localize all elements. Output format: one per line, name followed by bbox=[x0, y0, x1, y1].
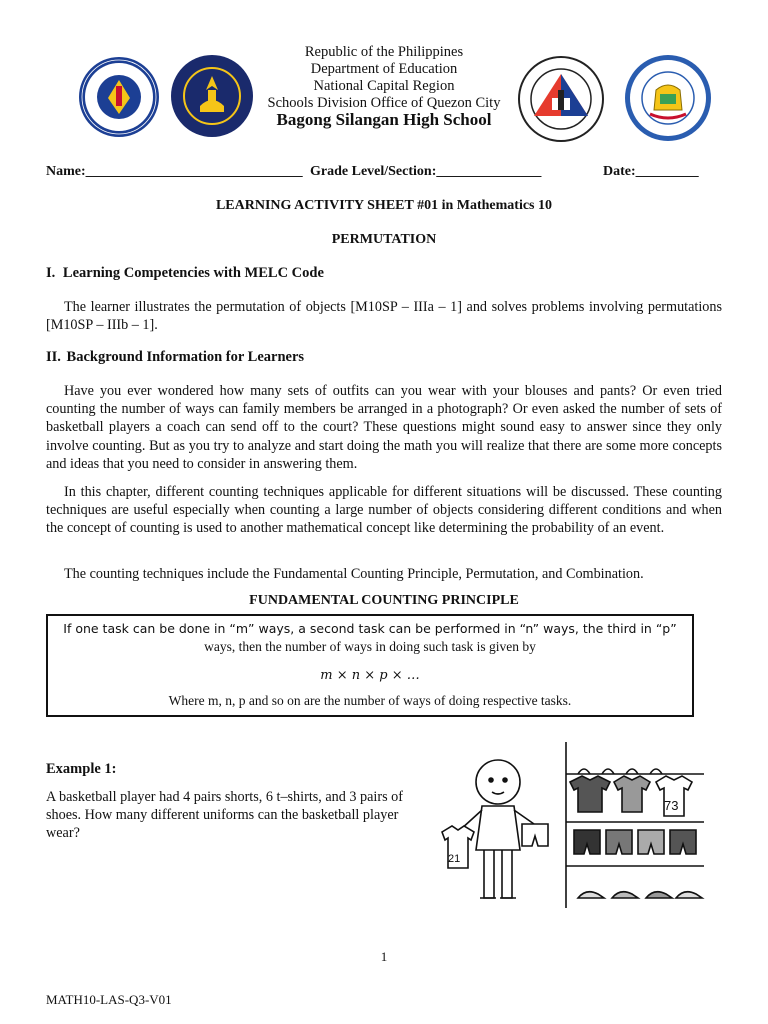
shirt-number-21: 21 bbox=[448, 853, 461, 865]
background-text-1: Have you ever wondered how many sets of outfits can you wear with your blouses and pants? Or even tried counting the number of ways can family members be arranged in a photograph? Or even asked the number of sets of basketball players a coach can send off to the court? These questions might sound easy to answer since they only involve counting. But as you try to analyze and start doing the math you will realize that there are some more concepts and ideas that you need to consider in answering them. bbox=[46, 383, 722, 472]
shirt-number-73: 73 bbox=[664, 798, 679, 813]
school-seal-logo bbox=[624, 54, 712, 142]
example-1-text: A basketball player had 4 pairs shorts, 6 t–shirts, and 3 pairs of shoes. How many different uniforms can the basketball player wear? bbox=[46, 789, 403, 841]
section-1-heading bbox=[46, 265, 324, 282]
sdo-quezon-city-logo bbox=[516, 56, 606, 142]
fcp-line-1: If one task can be done in “m” ways, a second task can be performed in “n” ways, the third in “p” bbox=[63, 621, 677, 636]
example-1-title: Example 1: bbox=[46, 761, 117, 777]
fcp-definition-box bbox=[46, 614, 694, 717]
background-text-3: The counting techniques include the Fundamental Counting Principle, Permutation, and Combination. bbox=[64, 566, 644, 582]
section-1-title: Learning Competencies with MELC Code bbox=[62, 265, 324, 281]
deped-seal-logo bbox=[78, 56, 160, 138]
header-republic: Republic of the Philippines bbox=[304, 44, 464, 60]
competencies-text: The learner illustrates the permutation of objects [M10SP – IIIa – 1] and solves problems involving permutations [M10SP – IIIb – 1]. bbox=[46, 299, 722, 334]
date-field[interactable]: Date:_________ bbox=[603, 164, 699, 179]
section-2-number: II. bbox=[46, 349, 61, 365]
section-1-number: I. bbox=[46, 265, 56, 281]
name-field[interactable]: Name:_______________________________ bbox=[46, 164, 303, 179]
document-code: MATH10-LAS-Q3-V01 bbox=[46, 992, 172, 1007]
header-region: National Capital Region bbox=[313, 78, 455, 94]
background-text-2: In this chapter, different counting techniques applicable for different situations will be discussed. These counting techniques are useful especially when counting a large number of objects considering different conditions and when the concept of counting is used to another mathematical concept like determining the probability of an event. bbox=[46, 484, 722, 537]
section-2-title: Background Information for Learners bbox=[66, 349, 305, 365]
background-paragraph-2 bbox=[46, 483, 722, 538]
header-division: Schools Division Office of Quezon City bbox=[267, 95, 501, 111]
section-2-heading bbox=[46, 349, 304, 366]
fcp-title: FUNDAMENTAL COUNTING PRINCIPLE bbox=[249, 593, 519, 608]
deped-logo bbox=[170, 54, 254, 138]
school-name: Bagong Silangan High School bbox=[276, 110, 492, 129]
fcp-where-text: Where m, n, p and so on are the number of ways of doing respective tasks. bbox=[168, 693, 572, 708]
page-number: 1 bbox=[380, 949, 388, 964]
fcp-formula: m × n × p × … bbox=[320, 668, 420, 683]
background-paragraph-1 bbox=[46, 382, 722, 473]
fcp-line-2: ways, then the number of ways in doing such task is given by bbox=[204, 639, 536, 654]
grade-section-field[interactable]: Grade Level/Section:_______________ bbox=[310, 164, 542, 179]
activity-title: LEARNING ACTIVITY SHEET #01 in Mathematics 10 bbox=[215, 198, 553, 213]
background-paragraph-3 bbox=[46, 565, 722, 583]
boy-choosing-uniform-illustration bbox=[418, 738, 708, 934]
competencies-paragraph bbox=[46, 298, 722, 334]
topic-title: PERMUTATION bbox=[331, 232, 437, 247]
header-department: Department of Education bbox=[310, 61, 458, 77]
